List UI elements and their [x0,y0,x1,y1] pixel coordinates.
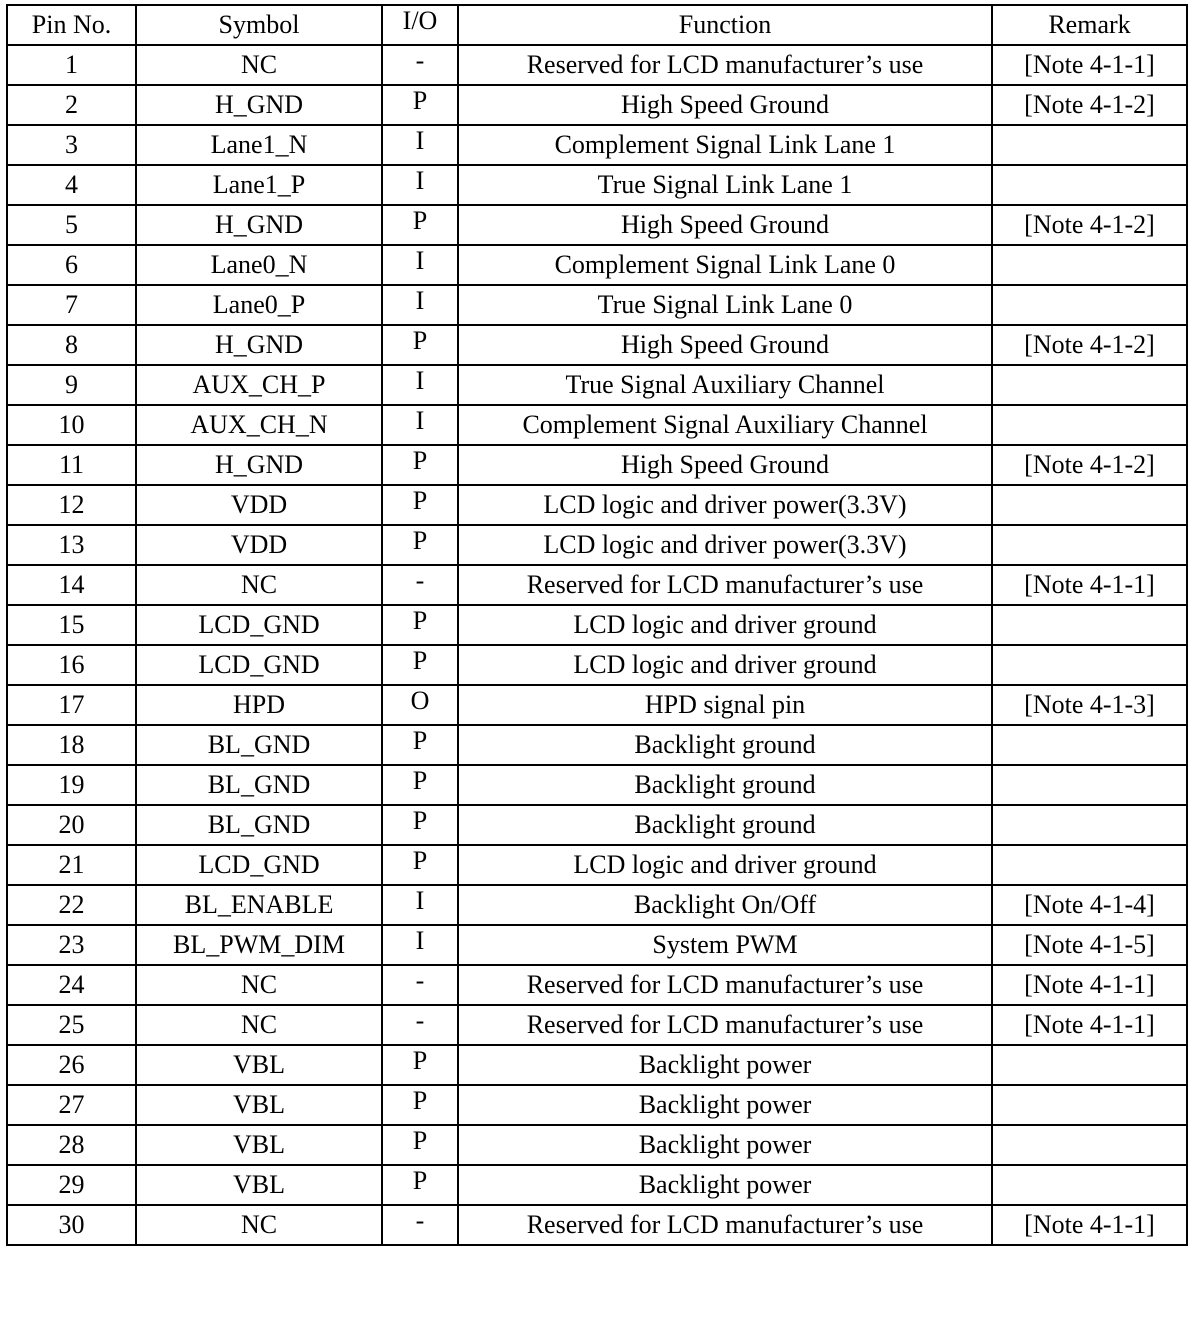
symbol-cell: H_GND [136,325,382,365]
pin-cell: 12 [7,485,136,525]
symbol-cell: H_GND [136,445,382,485]
pin-cell: 5 [7,205,136,245]
remark-cell: [Note 4-1-2] [992,445,1187,485]
io-cell: I [382,885,458,925]
remark-cell [992,245,1187,285]
remark-cell [992,365,1187,405]
function-cell: Backlight power [458,1085,992,1125]
remark-cell [992,845,1187,885]
table-row [7,485,1187,525]
io-cell: - [382,1205,458,1245]
function-cell: High Speed Ground [458,85,992,125]
symbol-cell: VBL [136,1125,382,1165]
remark-cell [992,805,1187,845]
function-cell: Reserved for LCD manufacturer’s use [458,45,992,85]
remark-cell [992,1085,1187,1125]
table-row [7,725,1187,765]
pin-cell: 8 [7,325,136,365]
remark-cell: [Note 4-1-1] [992,965,1187,1005]
pin-cell: 29 [7,1165,136,1205]
function-cell: Backlight ground [458,805,992,845]
table-row [7,685,1187,725]
symbol-cell: HPD [136,685,382,725]
io-cell: I [382,405,458,445]
io-cell: P [382,765,458,805]
pin-cell: 17 [7,685,136,725]
function-cell: High Speed Ground [458,445,992,485]
header-symbol: Symbol [136,5,382,45]
remark-cell [992,405,1187,445]
table-row [7,565,1187,605]
pin-cell: 6 [7,245,136,285]
pin-cell: 21 [7,845,136,885]
io-cell: P [382,85,458,125]
pin-cell: 19 [7,765,136,805]
io-cell: P [382,325,458,365]
remark-cell: [Note 4-1-2] [992,205,1187,245]
table-row [7,845,1187,885]
pin-cell: 27 [7,1085,136,1125]
pin-cell: 7 [7,285,136,325]
pin-cell: 22 [7,885,136,925]
remark-cell: [Note 4-1-1] [992,45,1187,85]
remark-cell [992,1045,1187,1085]
pin-cell: 4 [7,165,136,205]
table-body [7,45,1187,1245]
function-cell: System PWM [458,925,992,965]
symbol-cell: Lane1_P [136,165,382,205]
io-cell: P [382,1125,458,1165]
remark-cell [992,605,1187,645]
table-row [7,885,1187,925]
symbol-cell: NC [136,965,382,1005]
symbol-cell: NC [136,1205,382,1245]
symbol-cell: BL_GND [136,725,382,765]
table-row [7,805,1187,845]
function-cell: Backlight power [458,1045,992,1085]
io-cell: P [382,845,458,885]
pin-cell: 20 [7,805,136,845]
function-cell: Backlight ground [458,725,992,765]
remark-cell: [Note 4-1-1] [992,565,1187,605]
symbol-cell: AUX_CH_P [136,365,382,405]
table-row [7,245,1187,285]
io-cell: P [382,1085,458,1125]
function-cell: Reserved for LCD manufacturer’s use [458,965,992,1005]
symbol-cell: LCD_GND [136,645,382,685]
pin-cell: 10 [7,405,136,445]
io-cell: - [382,1005,458,1045]
remark-cell [992,485,1187,525]
io-cell: P [382,485,458,525]
io-cell: O [382,685,458,725]
io-cell: - [382,565,458,605]
pin-cell: 28 [7,1125,136,1165]
function-cell: Reserved for LCD manufacturer’s use [458,565,992,605]
symbol-cell: H_GND [136,85,382,125]
table-row [7,765,1187,805]
function-cell: Complement Signal Link Lane 1 [458,125,992,165]
pin-cell: 30 [7,1205,136,1245]
table-row [7,365,1187,405]
io-cell: P [382,1045,458,1085]
io-cell: I [382,165,458,205]
io-cell: I [382,365,458,405]
remark-cell [992,645,1187,685]
pin-cell: 26 [7,1045,136,1085]
function-cell: True Signal Link Lane 0 [458,285,992,325]
symbol-cell: Lane0_N [136,245,382,285]
io-cell: P [382,605,458,645]
remark-cell [992,725,1187,765]
io-cell: P [382,525,458,565]
io-cell: I [382,925,458,965]
remark-cell [992,1125,1187,1165]
pin-cell: 15 [7,605,136,645]
table-row [7,1005,1187,1045]
table-row [7,1085,1187,1125]
remark-cell: [Note 4-1-4] [992,885,1187,925]
function-cell: Backlight power [458,1165,992,1205]
table-row [7,605,1187,645]
pin-assignment-table [6,4,1188,1246]
function-cell: Reserved for LCD manufacturer’s use [458,1205,992,1245]
table-row [7,45,1187,85]
symbol-cell: VBL [136,1045,382,1085]
symbol-cell: LCD_GND [136,845,382,885]
io-cell: I [382,125,458,165]
table-row [7,645,1187,685]
remark-cell: [Note 4-1-3] [992,685,1187,725]
symbol-cell: VBL [136,1165,382,1205]
pin-cell: 16 [7,645,136,685]
pin-cell: 23 [7,925,136,965]
remark-cell [992,285,1187,325]
io-cell: P [382,805,458,845]
remark-cell: [Note 4-1-1] [992,1205,1187,1245]
symbol-cell: BL_PWM_DIM [136,925,382,965]
symbol-cell: BL_GND [136,805,382,845]
pin-cell: 1 [7,45,136,85]
header-row [7,5,1187,45]
function-cell: Backlight On/Off [458,885,992,925]
symbol-cell: VDD [136,525,382,565]
table-row [7,525,1187,565]
table-row [7,445,1187,485]
function-cell: Complement Signal Auxiliary Channel [458,405,992,445]
table-row [7,85,1187,125]
function-cell: LCD logic and driver power(3.3V) [458,525,992,565]
pin-cell: 18 [7,725,136,765]
table-row [7,925,1187,965]
pin-cell: 9 [7,365,136,405]
remark-cell [992,765,1187,805]
symbol-cell: BL_ENABLE [136,885,382,925]
function-cell: HPD signal pin [458,685,992,725]
symbol-cell: AUX_CH_N [136,405,382,445]
table-row [7,965,1187,1005]
remark-cell: [Note 4-1-2] [992,85,1187,125]
function-cell: High Speed Ground [458,205,992,245]
header-remark: Remark [992,5,1187,45]
io-cell: - [382,965,458,1005]
symbol-cell: Lane1_N [136,125,382,165]
table-row [7,165,1187,205]
io-cell: P [382,725,458,765]
io-cell: I [382,285,458,325]
table-row [7,325,1187,365]
pin-cell: 14 [7,565,136,605]
io-cell: I [382,245,458,285]
io-cell: P [382,645,458,685]
symbol-cell: NC [136,1005,382,1045]
table-row [7,1165,1187,1205]
table-row [7,1125,1187,1165]
header-io: I/O [382,5,458,45]
symbol-cell: LCD_GND [136,605,382,645]
pin-cell: 2 [7,85,136,125]
function-cell: Complement Signal Link Lane 0 [458,245,992,285]
function-cell: LCD logic and driver power(3.3V) [458,485,992,525]
table-row [7,1045,1187,1085]
remark-cell [992,165,1187,205]
function-cell: True Signal Link Lane 1 [458,165,992,205]
header-function: Function [458,5,992,45]
symbol-cell: NC [136,565,382,605]
symbol-cell: NC [136,45,382,85]
symbol-cell: BL_GND [136,765,382,805]
io-cell: P [382,445,458,485]
table-row [7,1205,1187,1245]
function-cell: LCD logic and driver ground [458,605,992,645]
header-pin: Pin No. [7,5,136,45]
remark-cell: [Note 4-1-2] [992,325,1187,365]
symbol-cell: Lane0_P [136,285,382,325]
remark-cell: [Note 4-1-1] [992,1005,1187,1045]
table-row [7,285,1187,325]
function-cell: LCD logic and driver ground [458,645,992,685]
pin-cell: 11 [7,445,136,485]
table-row [7,405,1187,445]
remark-cell [992,1165,1187,1205]
remark-cell: [Note 4-1-5] [992,925,1187,965]
pin-cell: 13 [7,525,136,565]
io-cell: P [382,1165,458,1205]
pin-cell: 24 [7,965,136,1005]
function-cell: Backlight power [458,1125,992,1165]
symbol-cell: H_GND [136,205,382,245]
symbol-cell: VDD [136,485,382,525]
remark-cell [992,125,1187,165]
symbol-cell: VBL [136,1085,382,1125]
function-cell: True Signal Auxiliary Channel [458,365,992,405]
function-cell: High Speed Ground [458,325,992,365]
table-row [7,205,1187,245]
function-cell: Backlight ground [458,765,992,805]
io-cell: P [382,205,458,245]
function-cell: Reserved for LCD manufacturer’s use [458,1005,992,1045]
pin-cell: 25 [7,1005,136,1045]
remark-cell [992,525,1187,565]
table-row [7,125,1187,165]
io-cell: - [382,45,458,85]
function-cell: LCD logic and driver ground [458,845,992,885]
pin-cell: 3 [7,125,136,165]
